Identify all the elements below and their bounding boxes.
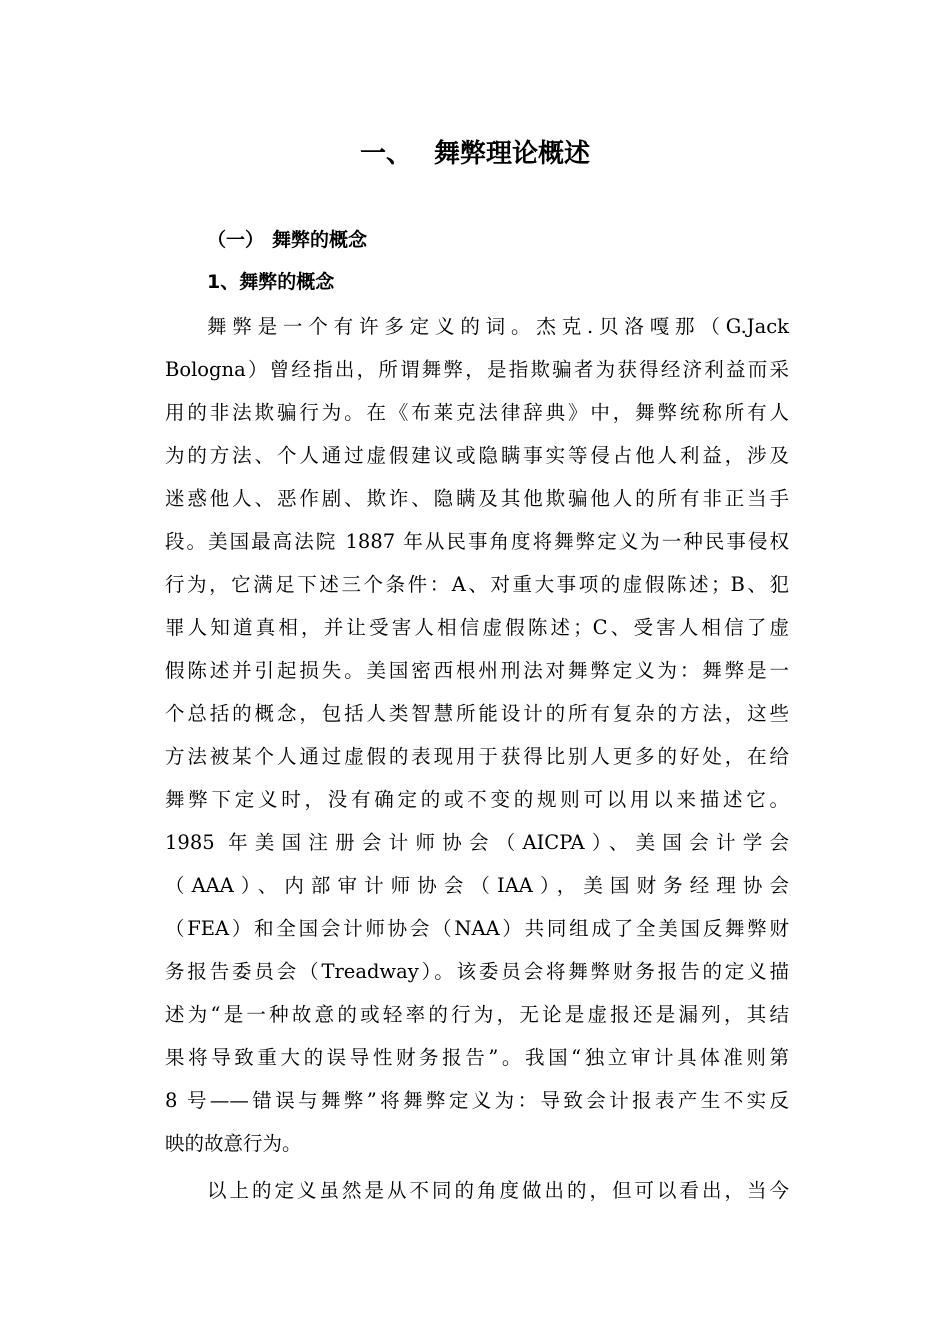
subsection-number: （一） <box>207 229 265 251</box>
paragraph-line: Bologna）曾经指出，所谓舞弊，是指欺骗者为获得经济利益而采 <box>165 358 789 381</box>
paragraph-line: 映的故意行为。 <box>165 1132 302 1155</box>
paragraph-line: （AAA）、内部审计师协会（IAA），美国财务经理协会 <box>165 874 789 897</box>
paragraph-line: 述为“是一种故意的或轻率的行为，无论是虚报还是漏列，其结 <box>165 1003 789 1026</box>
body-paragraph-1 <box>165 305 789 1165</box>
subsection-heading <box>207 225 367 255</box>
paragraph-line: （FEA）和全国会计师协会（NAA）共同组成了全美国反舞弊财 <box>165 917 789 940</box>
paragraph-line: 以上的定义虽然是从不同的角度做出的，但可以看出，当今 <box>207 1179 789 1202</box>
paragraph-line: 迷惑他人、恶作剧、欺诈、隐瞒及其他欺骗他人的所有非正当手 <box>165 487 789 510</box>
paragraph-line: 方法被某个人通过虚假的表现用于获得比别人更多的好处，在给 <box>165 745 789 768</box>
section-number: 一、 <box>359 139 412 169</box>
paragraph-line: 8 号——错误与舞弊”将舞弊定义为：导致会计报表产生不实反 <box>165 1089 789 1112</box>
paragraph-line: 务报告委员会（Treadway）。该委员会将舞弊财务报告的定义描 <box>165 960 789 983</box>
body-paragraph-2 <box>165 1169 789 1212</box>
paragraph-line: 罪人知道真相，并让受害人相信虚假陈述；C、受害人相信了虚 <box>165 616 789 639</box>
paragraph-line: 假陈述并引起损失。美国密西根州刑法对舞弊定义为：舞弊是一 <box>165 659 789 682</box>
paragraph-line: 行为，它满足下述三个条件：A、对重大事项的虚假陈述；B、犯 <box>165 573 789 596</box>
section-title: 舞弊理论概述 <box>434 139 591 169</box>
paragraph-line: 个总括的概念，包括人类智慧所能设计的所有复杂的方法，这些 <box>165 702 789 725</box>
paragraph-line: 舞弊是一个有许多定义的词。杰克.贝洛嘎那（G.Jack <box>207 315 789 338</box>
paragraph-line: 果将导致重大的误导性财务报告”。我国“独立审计具体准则第 <box>165 1046 789 1069</box>
paragraph-line: 用的非法欺骗行为。在《布莱克法律辞典》中，舞弊统称所有人 <box>165 401 789 424</box>
paragraph-line: 段。美国最高法院 1887 年从民事角度将舞弊定义为一种民事侵权 <box>165 530 789 553</box>
subsubsection-heading: 1、舞弊的概念 <box>207 271 335 293</box>
section-heading <box>0 134 950 174</box>
paragraph-line: 舞弊下定义时，没有确定的或不变的规则可以用以来描述它。 <box>165 788 789 811</box>
paragraph-line: 1985 年美国注册会计师协会（AICPA）、美国会计学会 <box>165 831 789 854</box>
subsection-title: 舞弊的概念 <box>272 229 368 251</box>
paragraph-line: 为的方法、个人通过虚假建议或隐瞒事实等侵占他人利益，涉及 <box>165 444 789 467</box>
